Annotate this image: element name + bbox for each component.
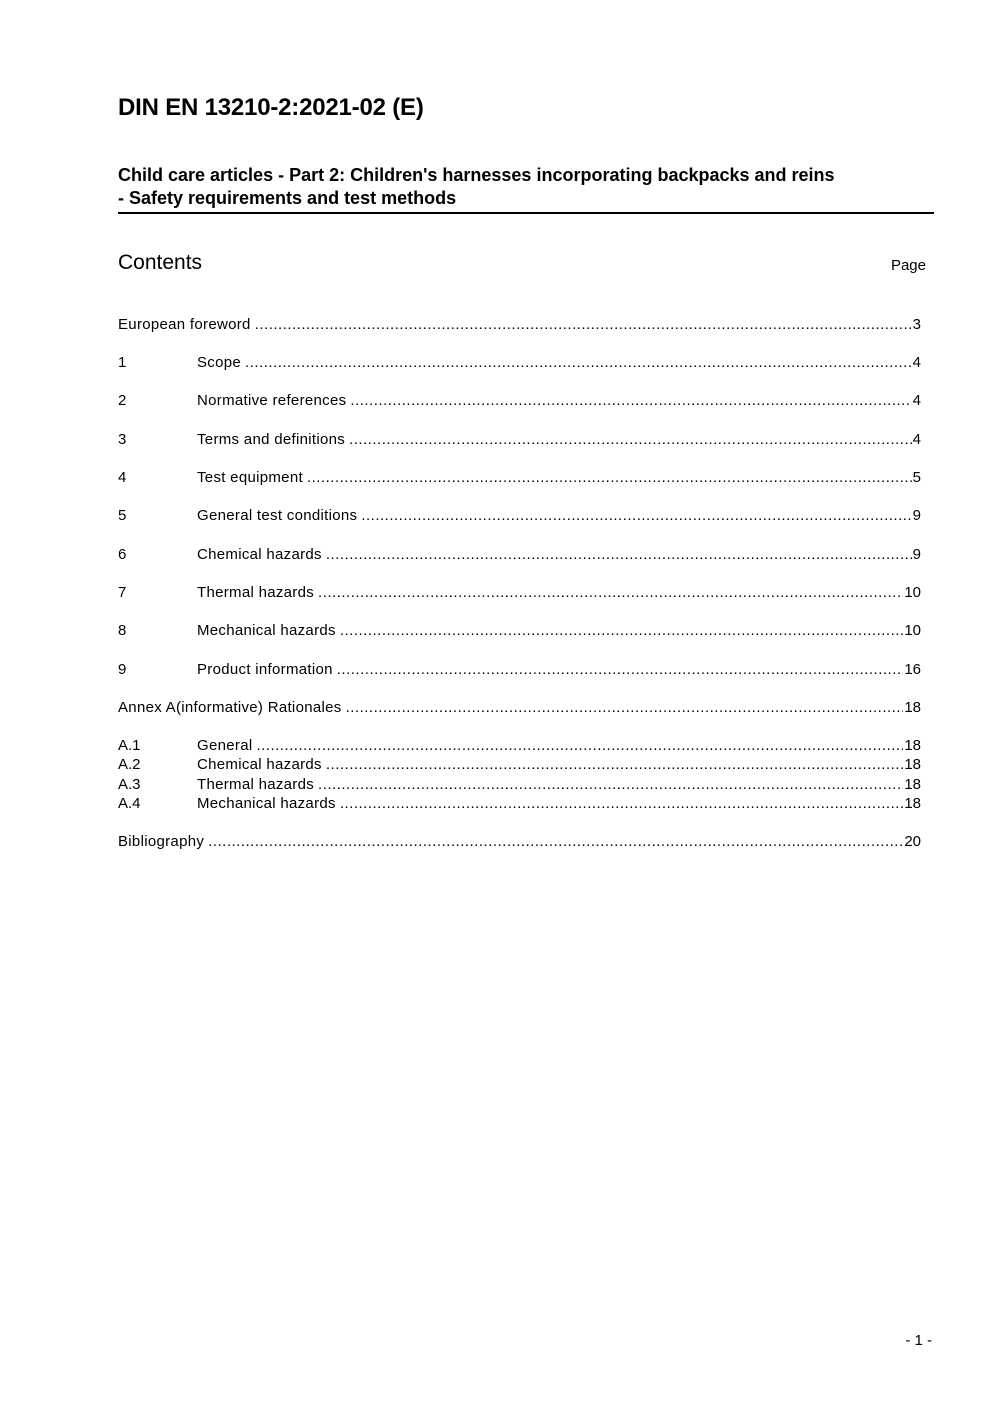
toc-entry-scope[interactable] <box>118 353 921 373</box>
toc-leader-dots <box>350 391 911 411</box>
toc-leader-dots <box>318 583 903 603</box>
toc-entry-title: Bibliography <box>118 833 205 850</box>
toc-leader-dots <box>337 660 904 680</box>
toc-entry-page: 4 <box>912 392 921 409</box>
toc-leader-dots <box>255 315 912 335</box>
toc-entry-number: 3 <box>118 431 127 448</box>
toc-entry-number: 2 <box>118 392 127 409</box>
toc-entry-number: 5 <box>118 507 127 524</box>
toc-entry-page: 18 <box>904 699 921 716</box>
toc-entry-number: A.3 <box>118 776 141 793</box>
toc-entry-a2-chemical-hazards[interactable] <box>118 755 921 775</box>
document-title: DIN EN 13210-2:2021-02 (E) <box>118 94 424 121</box>
toc-entry-bibliography[interactable] <box>118 832 921 852</box>
toc-entry-page: 18 <box>904 795 921 812</box>
toc-entry-title: Test equipment <box>197 469 303 486</box>
toc-entry-page: 5 <box>912 469 921 486</box>
toc-leader-dots <box>318 775 903 795</box>
toc-entry-page: 9 <box>912 546 921 563</box>
toc-leader-dots <box>208 832 903 852</box>
toc-entry-number: 4 <box>118 469 127 486</box>
toc-entry-a4-mechanical-hazards[interactable] <box>118 794 921 814</box>
footer-page-number: - 1 - <box>905 1332 932 1349</box>
toc-leader-dots <box>349 430 912 450</box>
toc-entry-a1-general[interactable] <box>118 736 921 756</box>
toc-entry-title: Chemical hazards <box>197 546 322 563</box>
toc-entry-a3-thermal-hazards[interactable] <box>118 775 921 795</box>
toc-entry-title: Chemical hazards <box>197 756 322 773</box>
toc-entry-product-information[interactable] <box>118 660 921 680</box>
toc-entry-page: 10 <box>904 622 921 639</box>
toc-entry-page: 10 <box>904 584 921 601</box>
toc-leader-dots <box>326 755 903 775</box>
toc-entry-number: A.2 <box>118 756 141 773</box>
toc-leader-dots <box>256 736 903 756</box>
toc-entry-normative-references[interactable] <box>118 391 921 411</box>
toc-entry-number: 1 <box>118 354 127 371</box>
toc-entry-title: Thermal hazards <box>197 584 315 601</box>
toc-entry-title: Normative references <box>197 392 347 409</box>
toc-entry-test-equipment[interactable] <box>118 468 921 488</box>
toc-entry-annex-a[interactable] <box>118 698 921 718</box>
toc-leader-dots <box>326 545 912 565</box>
toc-leader-dots <box>361 506 911 526</box>
subtitle-line-1: Child care articles - Part 2: Children's harnesses incorporating backpacks and reins <box>118 165 835 185</box>
toc-entry-terms-and-definitions[interactable] <box>118 430 921 450</box>
toc-entry-title: Mechanical hazards <box>197 795 336 812</box>
toc-entry-page: 20 <box>904 833 921 850</box>
toc-entry-title: European foreword <box>118 316 251 333</box>
toc-entry-mechanical-hazards[interactable] <box>118 621 921 641</box>
toc-entry-page: 18 <box>904 756 921 773</box>
toc-entry-number: A.4 <box>118 795 141 812</box>
toc-leader-dots <box>340 621 904 641</box>
document-subtitle <box>118 164 934 214</box>
toc-entry-number: A.1 <box>118 737 141 754</box>
toc-entry-title: Thermal hazards <box>197 776 315 793</box>
subtitle-line-2: - Safety requirements and test methods <box>118 188 457 208</box>
toc-entry-title: Terms and definitions <box>197 431 346 448</box>
toc-entry-title: Annex A(informative) Rationales <box>118 699 342 716</box>
toc-leader-dots <box>340 794 904 814</box>
toc-entry-title: Mechanical hazards <box>197 622 336 639</box>
toc-entry-page: 18 <box>904 737 921 754</box>
toc-entry-general-test-conditions[interactable] <box>118 506 921 526</box>
toc-leader-dots <box>346 698 904 718</box>
toc-entry-title: General <box>197 737 253 754</box>
toc-entry-page: 4 <box>912 354 921 371</box>
toc-entry-number: 9 <box>118 661 127 678</box>
toc-entry-page: 9 <box>912 507 921 524</box>
toc-entry-thermal-hazards[interactable] <box>118 583 921 603</box>
toc-entry-page: 18 <box>904 776 921 793</box>
toc-leader-dots <box>307 468 912 488</box>
toc-entry-page: 3 <box>912 316 921 333</box>
toc-entry-title: Product information <box>197 661 333 678</box>
toc-entry-title: Scope <box>197 354 242 371</box>
toc-entry-european-foreword[interactable] <box>118 315 921 335</box>
toc-entry-number: 7 <box>118 584 127 601</box>
toc-entry-chemical-hazards[interactable] <box>118 545 921 565</box>
toc-entry-number: 6 <box>118 546 127 563</box>
toc-entry-page: 4 <box>912 431 921 448</box>
toc-entry-page: 16 <box>904 661 921 678</box>
toc-entry-title: General test conditions <box>197 507 358 524</box>
page-column-heading: Page <box>890 257 926 274</box>
contents-heading: Contents <box>118 251 203 274</box>
toc-entry-number: 8 <box>118 622 127 639</box>
toc-leader-dots <box>245 353 912 373</box>
